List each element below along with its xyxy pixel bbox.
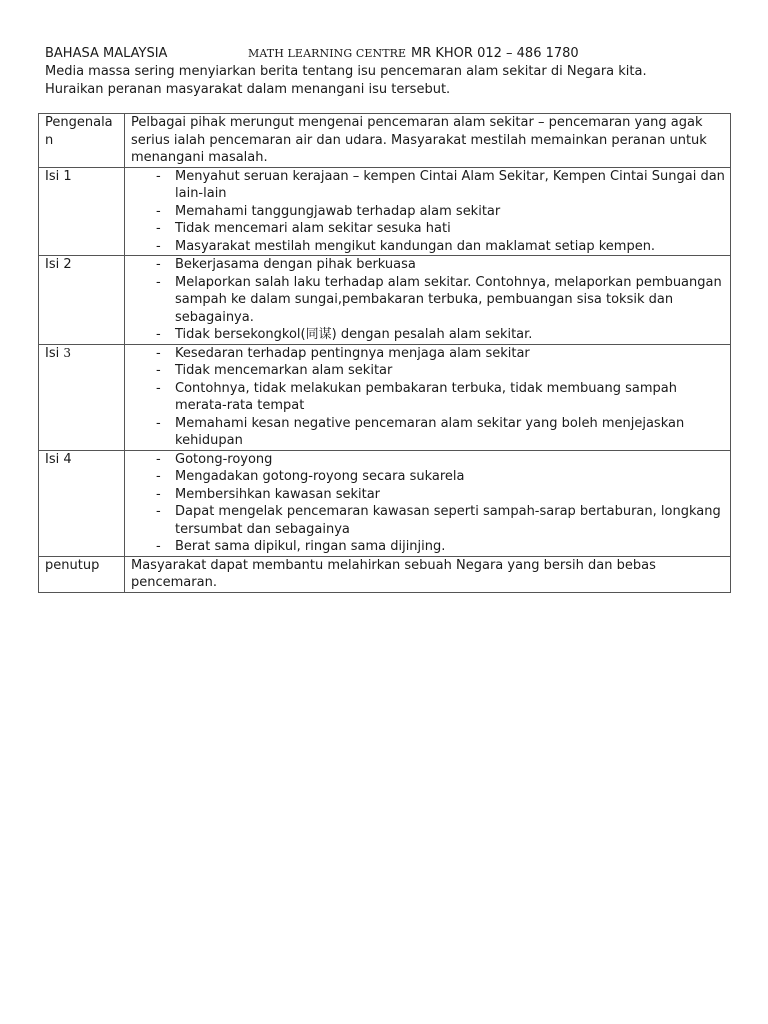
point-text: Berat sama dipikul, ringan sama dijinjing.	[175, 539, 446, 554]
intro-text: Pelbagai pihak merungut mengenai pencemaran alam sekitar – pencemaran yang agak serius ialah pencemaran air dan udara. Masyarakat mestilah memainkan peranan untuk menangani masalah.	[131, 115, 707, 165]
row-label: Isi 4	[39, 450, 125, 556]
point-list	[131, 345, 726, 450]
list-item	[131, 345, 726, 363]
question-line-2: Huraikan peranan masyarakat dalam menangani isu tersebut.	[45, 82, 451, 97]
bullet-dash: -	[156, 415, 161, 431]
row-label: Pengenalan	[39, 114, 125, 168]
bullet-dash: -	[156, 274, 161, 290]
point-text: Melaporkan salah laku terhadap alam sekitar. Contohnya, melaporkan pembuangan sampah ke dalam sungai,pembakaran terbuka, pembuangan sisa toksik dan sebagainya.	[175, 274, 722, 325]
row-content	[125, 256, 731, 345]
point-text: Tidak bersekongkol(同谋) dengan pesalah alam sekitar.	[175, 327, 533, 342]
bullet-dash: -	[156, 168, 161, 184]
point-text: Memahami kesan negative pencemaran alam sekitar yang boleh menjejaskan kehidupan	[175, 415, 685, 448]
bullet-dash: -	[156, 451, 161, 467]
essay-question	[45, 63, 745, 99]
table-row-isi-2	[39, 256, 731, 345]
bullet-dash: -	[156, 221, 161, 236]
bullet-dash: -	[156, 380, 161, 396]
list-item	[131, 238, 726, 256]
table-row-penutup	[39, 556, 731, 592]
row-label: penutup	[39, 556, 125, 592]
bullet-dash: -	[156, 486, 161, 502]
bullet-dash: -	[156, 363, 161, 378]
bullet-dash: -	[156, 257, 161, 272]
list-item	[131, 256, 726, 274]
bullet-dash: -	[156, 203, 161, 219]
point-text: Kesedaran terhadap pentingnya menjaga alam sekitar	[175, 345, 530, 361]
essay-outline-table	[38, 113, 731, 593]
point-text: Memahami tanggungjawab terhadap alam sekitar	[175, 203, 501, 219]
point-text: Masyarakat mestilah mengikut kandungan dan maklamat setiap kempen.	[175, 238, 656, 254]
bullet-dash: -	[156, 327, 161, 342]
table-row-pengenalan	[39, 114, 731, 168]
list-item	[131, 220, 726, 238]
list-item	[131, 203, 726, 221]
question-line-1: Media massa sering menyiarkan berita tentang isu pencemaran alam sekitar di Negara kita.	[45, 64, 647, 79]
list-item	[131, 274, 726, 327]
bullet-dash: -	[156, 345, 161, 361]
point-text: Contohnya, tidak melakukan pembakaran terbuka, tidak membuang sampah merata-rata tempat	[175, 380, 677, 413]
point-list	[131, 451, 726, 556]
table-row-isi-4	[39, 450, 731, 556]
list-item	[131, 451, 726, 469]
row-label-text: Isi	[45, 345, 64, 361]
row-content	[125, 167, 731, 256]
point-text: Menyahut seruan kerajaan – kempen Cintai Alam Sekitar, Kempen Cintai Sungai dan lain-lain	[175, 168, 725, 201]
bullet-dash: -	[156, 469, 161, 484]
point-text: Membersihkan kawasan sekitar	[175, 486, 381, 502]
row-content	[125, 344, 731, 450]
point-text: Bekerjasama dengan pihak berkuasa	[175, 257, 416, 272]
point-text: Tidak mencemarkan alam sekitar	[175, 363, 393, 378]
row-label	[39, 344, 125, 450]
row-content	[125, 114, 731, 168]
list-item	[131, 326, 726, 344]
bullet-dash: -	[156, 539, 161, 554]
row-label: Isi 2	[39, 256, 125, 345]
row-label-number: 3	[63, 345, 71, 360]
closing-text: Masyarakat dapat membantu melahirkan sebuah Negara yang bersih dan bebas pencemaran.	[131, 557, 656, 590]
row-content	[125, 556, 731, 592]
subject-label: BAHASA MALAYSIA	[45, 46, 168, 61]
teacher-contact: MR KHOR 012 – 486 1780	[411, 46, 579, 61]
list-item	[131, 468, 726, 486]
point-text: Tidak mencemari alam sekitar sesuka hati	[175, 221, 451, 236]
row-label: Isi 1	[39, 167, 125, 256]
bullet-dash: -	[156, 504, 161, 519]
centre-name: MATH LEARNING CENTRE	[248, 47, 407, 60]
point-text: Gotong-royong	[175, 451, 273, 467]
list-item	[131, 538, 726, 556]
point-text: Mengadakan gotong-royong secara sukarela	[175, 469, 465, 484]
table-row-isi-1	[39, 167, 731, 256]
document-header	[45, 45, 735, 63]
list-item	[131, 362, 726, 380]
list-item	[131, 486, 726, 504]
list-item	[131, 503, 726, 538]
point-list	[131, 256, 726, 344]
point-text: Dapat mengelak pencemaran kawasan seperti sampah-sarap bertaburan, longkang tersumbat dan sebagainya	[175, 504, 721, 537]
bullet-dash: -	[156, 238, 161, 254]
point-list	[131, 168, 726, 256]
row-content	[125, 450, 731, 556]
list-item	[131, 380, 726, 415]
table-row-isi-3	[39, 344, 731, 450]
list-item	[131, 415, 726, 450]
list-item	[131, 168, 726, 203]
